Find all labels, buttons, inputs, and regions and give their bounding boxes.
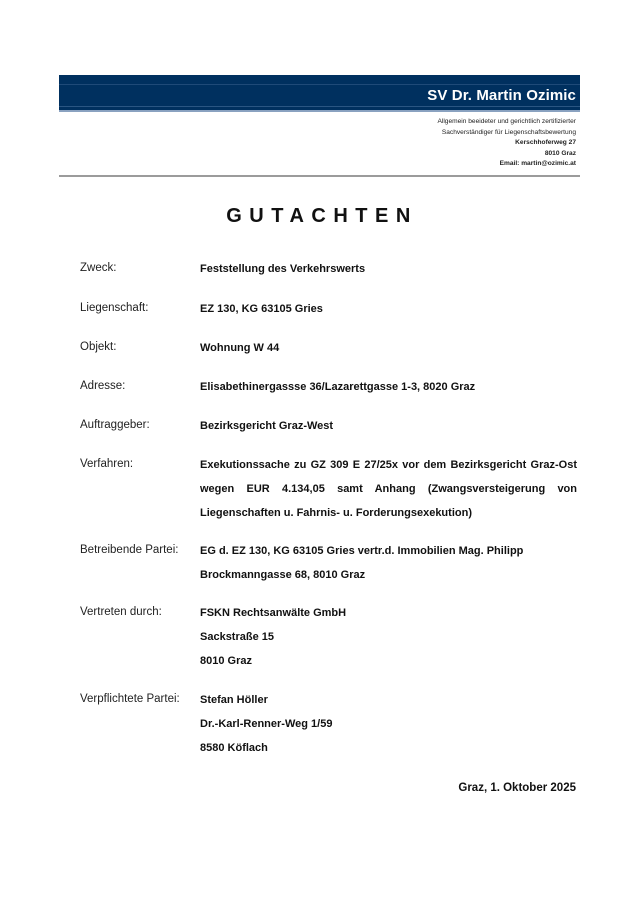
field-label: Zweck:: [80, 262, 117, 274]
field-value: [200, 380, 577, 404]
field-label: Vertreten durch:: [80, 606, 162, 618]
contact-qualification-line-1: Allgemein beeideter und gerichtlich zertifizierter: [437, 118, 576, 125]
letterhead-title: SV Dr. Martin Ozimic: [427, 87, 576, 104]
field-value-line: FSKN Rechtsanwälte GmbH: [200, 607, 347, 619]
field-value-line: Elisabethinergassse 36/Lazarettgasse 1-3, 8020 Graz: [200, 381, 476, 393]
document-title: GUTACHTEN: [226, 205, 418, 227]
field-value-line: Exekutionssache zu GZ 309 E 27/25x vor dem Bezirksgericht Graz-Ost: [200, 459, 577, 471]
field-label: Adresse:: [80, 380, 126, 392]
contact-qualification-line-2: Sachverständiger für Liegenschaftsbewertung: [441, 128, 576, 136]
field-label: Auftraggeber:: [80, 419, 150, 431]
field-value-line: EG d. EZ 130, KG 63105 Gries vertr.d. Immobilien Mag. Philipp: [200, 545, 524, 557]
field-label: Verfahren:: [80, 458, 134, 470]
field-value: [200, 262, 577, 286]
field-label: Betreibende Partei:: [80, 544, 179, 556]
document-date: Graz, 1. Oktober 2025: [458, 782, 576, 794]
contact-email: Email: martin@ozimic.at: [499, 160, 576, 167]
field-value-line: Stefan Höller: [200, 694, 268, 706]
field-value-line: 8580 Köflach: [200, 742, 268, 754]
field-label: Verpflichtete Partei:: [80, 693, 180, 705]
field-value-line: Sackstraße 15: [200, 631, 274, 643]
field-value: [200, 302, 577, 326]
field-value: [200, 606, 577, 678]
field-value-line: Bezirksgericht Graz-West: [200, 420, 334, 432]
field-value-line: Wohnung W 44: [200, 342, 280, 354]
field-value-line: Dr.-Karl-Renner-Weg 1/59: [200, 718, 333, 730]
field-label: Liegenschaft:: [80, 302, 149, 314]
field-value-line: wegen EUR 4.134,05 samt Anhang (Zwangsversteigerung von: [200, 483, 577, 495]
field-value: [200, 693, 577, 765]
contact-street: Kerschhoferweg 27: [515, 139, 576, 146]
field-label: Objekt:: [80, 341, 117, 353]
contact-city: 8010 Graz: [544, 149, 576, 157]
field-value-line: 8010 Graz: [200, 655, 252, 667]
letterhead-bar: [59, 75, 580, 112]
letterhead-rule-top: [59, 84, 580, 85]
contact-block: [437, 117, 576, 170]
field-value: [200, 341, 577, 365]
header-separator: [59, 175, 580, 177]
field-value-line: Brockmanngasse 68, 8010 Graz: [200, 569, 366, 581]
field-value: [200, 458, 577, 530]
field-value-line: Feststellung des Verkehrswerts: [200, 263, 366, 275]
field-value-line: Liegenschaften u. Fahrnis- u. Forderungsexekution): [200, 507, 472, 519]
letterhead-rule-bottom: [59, 106, 580, 107]
field-value-line: EZ 130, KG 63105 Gries: [200, 303, 323, 315]
field-value: [200, 544, 577, 592]
field-value: [200, 419, 577, 443]
